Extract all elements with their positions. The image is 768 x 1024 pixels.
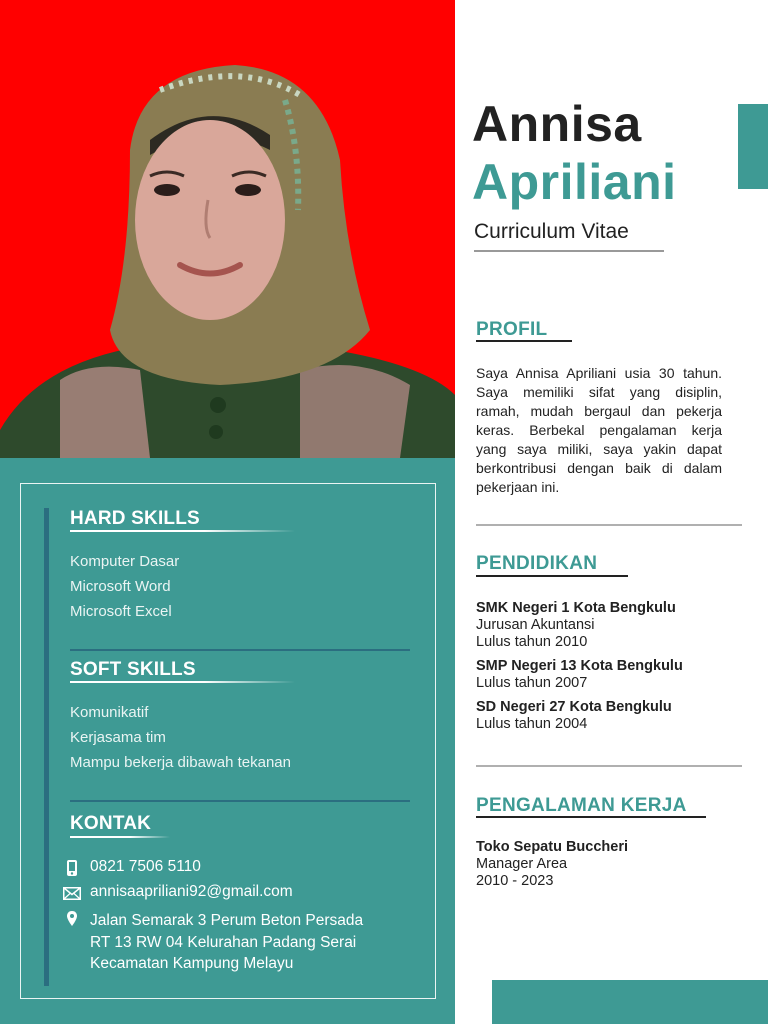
address-line: RT 13 RW 04 Kelurahan Padang Serai — [90, 933, 357, 951]
contact-phone[interactable]: 0821 7506 5110 — [90, 858, 201, 875]
experience-item — [476, 839, 628, 890]
contact-address — [90, 910, 363, 975]
subtitle-underline — [474, 250, 664, 252]
location-icon — [62, 910, 82, 930]
education-underline — [476, 575, 628, 577]
education-school: SD Negeri 27 Kota Bengkulu — [476, 699, 672, 715]
education-item — [476, 600, 676, 651]
soft-skills-title: SOFT SKILLS — [70, 659, 196, 680]
contact-email[interactable]: annisaapriliani92@gmail.com — [90, 883, 293, 900]
profile-photo — [0, 0, 455, 458]
first-name: Annisa — [472, 96, 642, 152]
cv-subtitle: Curriculum Vitae — [474, 220, 629, 243]
profile-title: PROFIL — [476, 319, 548, 340]
address-line: Jalan Semarak 3 Perum Beton Persada — [90, 912, 364, 929]
contact-title: KONTAK — [70, 813, 152, 834]
section-divider — [476, 524, 742, 526]
contact-underline — [70, 836, 170, 838]
accent-block-top — [738, 104, 768, 189]
hard-skills-underline — [70, 530, 295, 532]
experience-company: Toko Sepatu Buccheri — [476, 839, 629, 855]
left-vertical-rule — [44, 508, 49, 986]
experience-underline — [476, 816, 706, 818]
experience-role: Manager Area — [476, 856, 568, 872]
education-major: Jurusan Akuntansi — [476, 617, 595, 633]
contact-phone-row — [62, 858, 201, 878]
phone-icon — [62, 858, 82, 878]
education-year: Lulus tahun 2010 — [476, 634, 588, 650]
experience-period: 2010 - 2023 — [476, 873, 554, 889]
contact-address-row — [62, 910, 363, 975]
portrait-illustration — [0, 0, 455, 458]
left-panel — [0, 458, 455, 1024]
education-item — [476, 699, 672, 733]
mail-icon — [62, 883, 82, 903]
soft-skills-underline — [70, 681, 295, 683]
education-school: SMK Negeri 1 Kota Bengkulu — [476, 600, 676, 616]
profile-underline — [476, 340, 572, 342]
hard-skill-item: Microsoft Word — [70, 578, 171, 595]
education-school: SMP Negeri 13 Kota Bengkulu — [476, 658, 683, 674]
section-divider — [70, 800, 410, 802]
accent-block-bottom — [492, 980, 768, 1024]
hard-skills-title: HARD SKILLS — [70, 508, 200, 529]
education-year: Lulus tahun 2004 — [476, 716, 588, 732]
experience-title: PENGALAMAN KERJA — [476, 795, 687, 816]
profile-text: Saya Annisa Apriliani usia 30 tahun. Saya memiliki sifat yang disiplin, ramah, mudah bergaul dan pekerja keras. Berbekal pengalaman kerja yang saya miliki, saya yakin dapat berkontribusi dengan baik di dalam pekerjaan ini. — [476, 365, 722, 495]
soft-skill-item: Komunikatif — [70, 704, 149, 721]
soft-skill-item: Kerjasama tim — [70, 729, 166, 746]
hard-skill-item: Microsoft Excel — [70, 603, 172, 620]
education-title: PENDIDIKAN — [476, 553, 598, 574]
soft-skill-item: Mampu bekerja dibawah tekanan — [70, 754, 291, 771]
section-divider — [476, 765, 742, 767]
address-line: Kecamatan Kampung Melayu — [90, 955, 294, 972]
education-year: Lulus tahun 2007 — [476, 675, 588, 691]
contact-email-row — [62, 883, 293, 903]
last-name: Apriliani — [472, 154, 677, 210]
section-divider — [70, 649, 410, 651]
education-item — [476, 658, 683, 692]
hard-skill-item: Komputer Dasar — [70, 553, 180, 570]
